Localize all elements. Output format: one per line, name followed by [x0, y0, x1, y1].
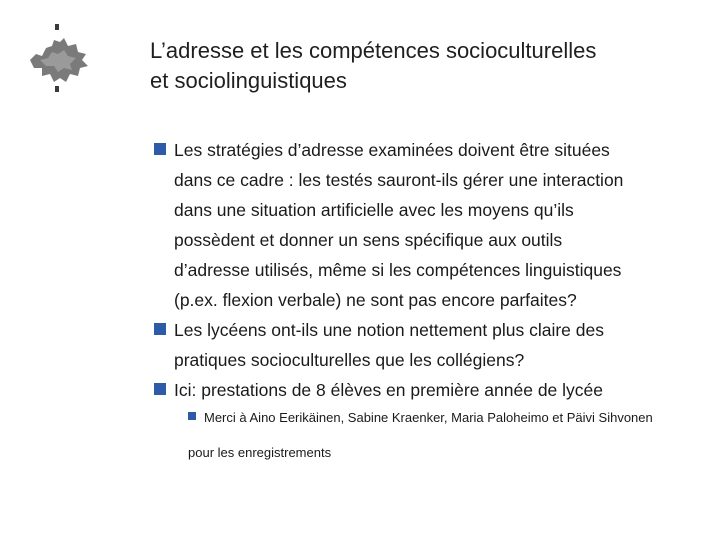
sub-bullet-square-icon	[188, 412, 196, 420]
sub-bullet-acknowledgement	[188, 407, 720, 464]
university-logo-icon	[22, 24, 92, 96]
bullet-square-icon	[154, 143, 166, 155]
bullet-line: Les lycéens ont-ils une notion nettement plus claire des	[174, 320, 604, 340]
bullet-line: pratiques socioculturelles que les collégiens?	[174, 350, 525, 370]
bullet-line: d’adresse utilisés, même si les compétences linguistiques	[174, 260, 622, 280]
bullet-square-icon	[154, 323, 166, 335]
bullet-item-3	[154, 375, 714, 405]
bullet-line: Les stratégies d’adresse examinées doivent être situées	[174, 140, 610, 160]
slide-title-line-2: et sociolinguistiques	[150, 68, 347, 93]
bullet-item-1	[154, 135, 714, 315]
bullet-line: (p.ex. flexion verbale) ne sont pas encore parfaites?	[174, 290, 577, 310]
sub-bullet-line: pour les enregistrements	[188, 445, 332, 460]
bullet-line: dans une situation artificielle avec les moyens qu’ils	[174, 200, 574, 220]
sub-bullet-line: Merci à Aino Eerikäinen, Sabine Kraenker, Maria Paloheimo et Päivi Sihvonen	[204, 410, 653, 425]
bullet-square-icon	[154, 383, 166, 395]
bullet-line: dans ce cadre : les testés sauront-ils gérer une interaction	[174, 170, 624, 190]
bullet-line: possèdent et donner un sens spécifique aux outils	[174, 230, 563, 250]
slide-title-line-1: L’adresse et les compétences socioculturelles	[150, 38, 597, 63]
bullet-item-2	[154, 315, 714, 375]
slide-title	[150, 36, 710, 96]
bullet-list	[154, 135, 714, 405]
bullet-line: Ici: prestations de 8 élèves en première année de lycée	[174, 380, 604, 400]
